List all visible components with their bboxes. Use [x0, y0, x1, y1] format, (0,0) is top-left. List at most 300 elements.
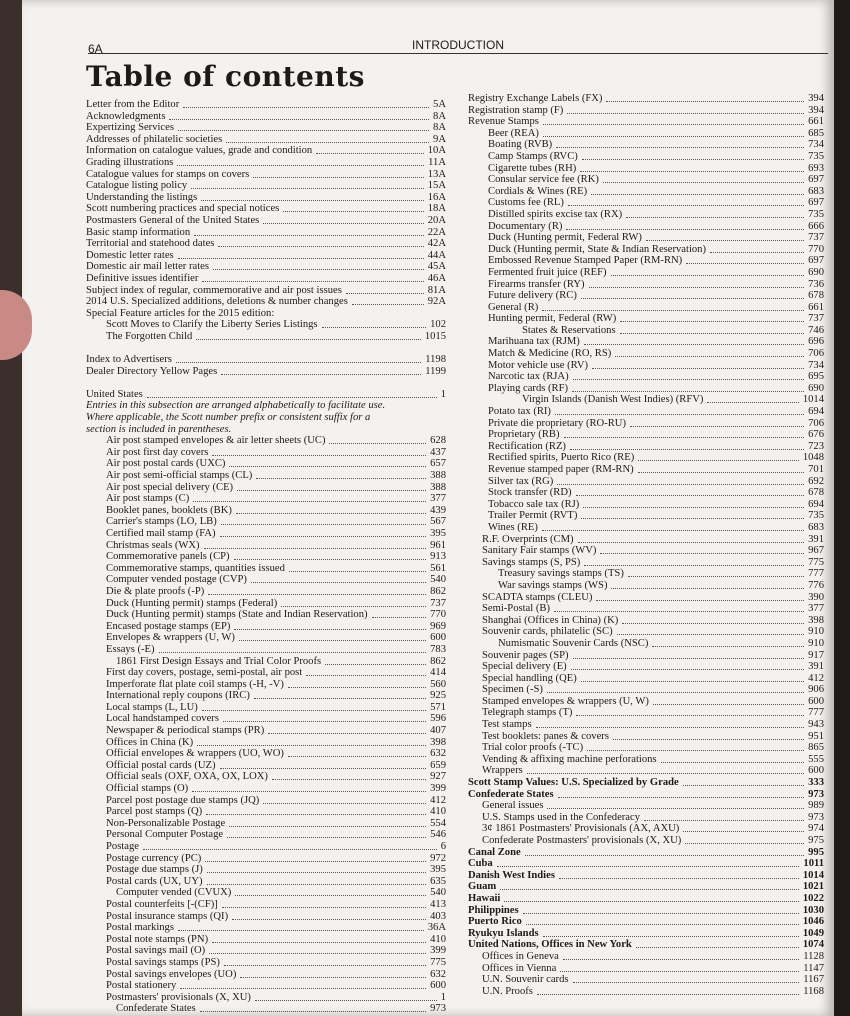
- toc-entry-page: 706: [808, 417, 824, 429]
- toc-entry: [86, 180, 446, 192]
- dot-leader: [288, 679, 426, 688]
- toc-entry-page: 20A: [427, 214, 446, 226]
- dot-leader: [218, 238, 423, 247]
- toc-entry: [468, 592, 824, 604]
- toc-entry: [86, 250, 446, 262]
- toc-entry-label: Hunting permit, Federal (RW): [488, 313, 617, 325]
- dot-leader: [306, 667, 426, 676]
- toc-entry-label: Postage due stamps (J): [106, 864, 203, 876]
- toc-entry-page: 377: [430, 493, 446, 505]
- toc-entry-page: 776: [808, 579, 824, 591]
- toc-entry: [468, 197, 824, 209]
- toc-entry-label: Certified mail stamp (FA): [106, 527, 216, 539]
- toc-entry-page: 546: [430, 829, 446, 841]
- toc-entry-page: 1168: [803, 985, 824, 997]
- toc-entry-label: Beer (REA): [488, 127, 539, 139]
- toc-entry: [86, 911, 446, 923]
- toc-entry: [86, 308, 446, 320]
- toc-entry: [468, 974, 824, 986]
- toc-entry-label: Computer vended postage (CVP): [106, 574, 247, 586]
- toc-entry-page: 102: [430, 319, 446, 331]
- toc-entry: [468, 105, 824, 117]
- toc-entry: [468, 650, 824, 662]
- toc-entry-label: General issues: [482, 800, 544, 812]
- toc-entry-label: War savings stamps (WS): [498, 579, 608, 591]
- toc-entry-label: section is included in parentheses.: [86, 423, 232, 435]
- toc-entry-label: Vending & affixing machine perforations: [482, 753, 657, 765]
- toc-entry-label: Cordials & Wines (RE): [488, 185, 588, 197]
- toc-entry-label: Cigarette tubes (RH): [488, 162, 577, 174]
- toc-entry-label: Carrier's stamps (LO, LB): [106, 516, 217, 528]
- toc-entry-label: Postal markings: [106, 922, 174, 934]
- toc-entry: [86, 111, 446, 123]
- toc-entry-label: Confederate Postmasters' provisionals (X, XU): [482, 835, 682, 846]
- toc-entry-label: Grading illustrations: [86, 156, 174, 168]
- toc-entry-page: 600: [808, 695, 824, 707]
- toc-entry-label: Parcel post stamps (Q): [106, 806, 203, 818]
- toc-entry-label: Semi-Postal (B): [482, 603, 550, 615]
- toc-entry-label: Air post stamps (C): [106, 493, 190, 505]
- toc-entry-label: Telegraph stamps (T): [482, 707, 573, 719]
- toc-entry-label: Souvenir cards, philatelic (SC): [482, 626, 613, 638]
- toc-entry-page: 1022: [802, 892, 824, 904]
- toc-entry: [86, 586, 446, 598]
- toc-entry: [86, 690, 446, 702]
- dot-leader: [204, 540, 427, 549]
- toc-entry-label: Encased postage stamps (EP): [106, 620, 231, 632]
- toc-entry: [468, 557, 824, 569]
- toc-entry-page: 737: [430, 597, 446, 609]
- toc-entry-label: Wrappers: [482, 765, 523, 777]
- toc-entry: [468, 823, 824, 835]
- dot-leader: [255, 992, 437, 1001]
- toc-entry-label: Test stamps: [482, 719, 532, 731]
- dot-leader: [636, 939, 799, 948]
- toc-entry: [86, 273, 446, 285]
- dot-leader: [263, 795, 426, 804]
- toc-entry-page: 696: [808, 336, 824, 348]
- toc-entry-page: 44A: [427, 249, 446, 261]
- toc-entry: [86, 192, 446, 204]
- toc-entry-label: Local stamps (L, LU): [106, 701, 198, 713]
- toc-entry-label: Die & plate proofs (-P): [106, 585, 205, 597]
- toc-entry-page: 974: [808, 823, 824, 835]
- toc-entry-page: 735: [808, 150, 824, 162]
- toc-entry-label: Entries in this subsection are arranged alphabetically to facilitate use.: [86, 400, 386, 412]
- toc-entry-label: U.N. Proofs: [482, 985, 533, 997]
- dot-leader: [197, 737, 426, 746]
- toc-entry-page: 770: [808, 243, 824, 255]
- dot-leader: [543, 128, 804, 137]
- toc-entry-page: 571: [430, 701, 446, 713]
- toc-entry-label: General (R): [488, 301, 539, 313]
- toc-entry-page: 1: [440, 991, 446, 1003]
- toc-entry: [468, 696, 824, 708]
- dot-leader: [638, 464, 804, 473]
- toc-entry-label: Revenue Stamps: [468, 116, 539, 128]
- dot-leader: [224, 957, 426, 966]
- toc-entry-label: Official postal cards (UZ): [106, 759, 216, 771]
- dot-leader: [526, 916, 799, 925]
- dot-leader: [159, 644, 427, 653]
- running-header: [88, 38, 828, 54]
- toc-entry-label: Special handling (QE): [482, 672, 577, 684]
- page-edge: [834, 0, 850, 1016]
- dot-leader: [592, 360, 804, 369]
- dot-leader: [582, 151, 804, 160]
- dot-leader: [208, 586, 426, 595]
- toc-entry: [468, 881, 824, 893]
- toc-entry: [468, 360, 824, 372]
- toc-entry-label: Booklet panes, booklets (BK): [106, 504, 232, 516]
- dot-leader: [611, 267, 805, 276]
- toc-entry-page: 659: [430, 759, 446, 771]
- toc-entry-label: U.S. Stamps used in the Confederacy: [482, 811, 640, 823]
- toc-entry-page: 735: [808, 510, 824, 522]
- toc-entry: [468, 615, 824, 627]
- toc-entry-page: 6: [440, 841, 446, 852]
- toc-entry-page: 403: [430, 910, 446, 922]
- dot-leader: [178, 122, 429, 131]
- dot-leader: [196, 331, 420, 340]
- toc-entry-label: Virgin Islands (Danish West Indies) (RFV): [522, 394, 704, 406]
- toc-entry-label: Camp Stamps (RVC): [488, 150, 578, 162]
- toc-entry: [468, 325, 824, 337]
- toc-entry: [468, 441, 824, 453]
- toc-entry: [86, 760, 446, 772]
- toc-entry: [468, 534, 824, 546]
- toc-entry-page: 995: [808, 846, 824, 858]
- toc-entry: [86, 702, 446, 714]
- toc-entry-page: 690: [808, 382, 824, 394]
- toc-entry-label: Specimen (-S): [482, 684, 543, 696]
- toc-entry-page: 394: [808, 93, 824, 104]
- toc-entry-label: Proprietary (RB): [488, 429, 560, 441]
- toc-entry-label: Revenue stamped paper (RM-RN): [488, 464, 634, 475]
- toc-entry: [468, 163, 824, 175]
- toc-entry: [468, 545, 824, 557]
- toc-entry-page: 973: [808, 811, 824, 823]
- dot-leader: [536, 719, 805, 728]
- toc-entry: [86, 319, 446, 331]
- toc-entry-page: 697: [808, 197, 824, 209]
- dot-leader: [221, 366, 421, 375]
- dot-leader: [500, 881, 799, 890]
- dot-leader: [630, 418, 804, 427]
- toc-entry-label: Commemorative panels (CP): [106, 551, 230, 563]
- dot-leader: [253, 169, 423, 178]
- toc-entry-page: 1014: [802, 394, 824, 406]
- dot-leader: [661, 754, 805, 763]
- toc-entry-page: 734: [808, 139, 824, 151]
- toc-entry-label: Letter from the Editor: [86, 99, 180, 110]
- dot-leader: [229, 458, 426, 467]
- toc-entry-label: Match & Medicine (RO, RS): [488, 348, 612, 360]
- toc-entry-page: 770: [430, 609, 446, 621]
- toc-entry-label: Wines (RE): [488, 521, 538, 533]
- toc-entry-page: 81A: [427, 284, 446, 296]
- toc-entry-page: 657: [430, 458, 446, 470]
- dot-leader: [644, 812, 804, 821]
- toc-entry-page: 596: [430, 713, 446, 725]
- dot-leader: [177, 157, 424, 166]
- toc-entry: [468, 279, 824, 291]
- toc-entry-label: Local handstamped covers: [106, 713, 219, 725]
- toc-entry-label: Special Feature articles for the 2015 edition:: [86, 307, 275, 319]
- toc-entry: [86, 505, 446, 517]
- dot-leader: [558, 789, 805, 798]
- toc-entry: [468, 905, 824, 917]
- toc-entry-label: Air post first day covers: [106, 446, 209, 458]
- toc-entry: [468, 522, 824, 534]
- toc-entry-label: Special delivery (E): [482, 661, 567, 673]
- dot-leader: [281, 598, 426, 607]
- dot-leader: [591, 186, 804, 195]
- toc-entry-page: [387, 400, 389, 412]
- toc-entry-page: 927: [430, 771, 446, 783]
- dot-leader: [523, 905, 799, 914]
- toc-entry-label: Computer vended (CVUX): [116, 887, 232, 899]
- dot-leader: [268, 725, 426, 734]
- dot-leader: [176, 354, 421, 363]
- dot-leader: [622, 615, 804, 624]
- toc-entry-page: 693: [808, 162, 824, 174]
- toc-entry-page: 906: [808, 684, 824, 696]
- toc-entry-label: Catalogue values for stamps on covers: [86, 168, 250, 180]
- toc-entry-page: 951: [808, 730, 824, 742]
- toc-entry-page: 697: [808, 174, 824, 186]
- toc-entry-label: Postal savings stamps (PS): [106, 956, 220, 968]
- dot-leader: [346, 285, 424, 294]
- toc-entry: [468, 835, 824, 847]
- toc-entry: [86, 412, 446, 424]
- dot-leader: [571, 661, 804, 670]
- toc-entry-label: Documentary (R): [488, 220, 563, 232]
- toc-entry-page: [372, 412, 374, 424]
- toc-entry-page: 13A: [427, 168, 446, 180]
- toc-entry: [468, 951, 824, 963]
- toc-entry: [468, 731, 824, 743]
- toc-entry: [86, 574, 446, 586]
- toc-entry-page: 18A: [427, 203, 446, 215]
- toc-entry: [468, 603, 824, 615]
- toc-entry-page: 777: [808, 568, 824, 580]
- toc-entry-label: Domestic letter rates: [86, 249, 174, 261]
- toc-entry-label: Parcel post postage due stamps (JQ): [106, 794, 260, 806]
- toc-entry-page: 1198: [425, 354, 446, 366]
- toc-entry: [468, 858, 824, 870]
- toc-entry-page: 22A: [427, 226, 446, 238]
- toc-entry-page: 635: [430, 875, 446, 887]
- toc-entry-page: 632: [430, 968, 446, 980]
- toc-entry-page: 600: [430, 980, 446, 992]
- dot-leader: [611, 580, 804, 589]
- dot-leader: [178, 250, 424, 259]
- toc-entry-label: Test booklets: panes & covers: [482, 730, 609, 742]
- toc-entry: [86, 806, 446, 818]
- toc-entry: [468, 290, 824, 302]
- toc-entry: [468, 777, 824, 789]
- toc-entry: [86, 122, 446, 134]
- toc-entry-page: 560: [430, 678, 446, 690]
- toc-entry-label: Narcotic tax (RJA): [488, 371, 569, 383]
- toc-entry-label: Guam: [468, 881, 497, 893]
- toc-entry-page: 678: [808, 487, 824, 499]
- toc-entry-label: Postmasters General of the United States: [86, 214, 260, 226]
- toc-entry-label: Trial color proofs (-TC): [482, 742, 584, 754]
- toc-entry-label: Duck (Hunting permit) stamps (Federal): [106, 597, 278, 609]
- dot-leader: [235, 887, 426, 896]
- toc-entry-label: Official envelopes & wrappers (UO, WO): [106, 748, 284, 760]
- dot-leader: [584, 557, 804, 566]
- toc-entry-label: Numismatic Souvenir Cards (NSC): [498, 637, 649, 649]
- toc-entry: [468, 267, 824, 279]
- toc-entry: [86, 887, 446, 899]
- toc-entry-page: 388: [430, 470, 446, 481]
- toc-entry-page: 1199: [425, 365, 446, 377]
- toc-entry: [86, 632, 446, 644]
- toc-entry-page: 734: [808, 359, 824, 371]
- dot-leader: [547, 684, 804, 693]
- toc-entry: [86, 331, 446, 343]
- toc-entry-label: Distilled spirits excise tax (RX): [488, 208, 623, 220]
- toc-entry-page: 15A: [427, 180, 446, 192]
- dot-leader: [606, 93, 804, 102]
- toc-entry-label: Shanghai (Offices in China) (K): [482, 614, 619, 626]
- toc-entry: [86, 876, 446, 888]
- toc-entry-label: Trailer Permit (RVT): [488, 510, 578, 522]
- dot-leader: [322, 319, 427, 328]
- toc-entry: [468, 116, 824, 128]
- dot-leader: [180, 980, 426, 989]
- dot-leader: [542, 302, 804, 311]
- toc-entry-page: 414: [430, 667, 446, 679]
- dot-leader: [213, 261, 424, 270]
- toc-entry-label: The Forgotten Child: [106, 330, 193, 342]
- toc-entry: [86, 389, 446, 401]
- toc-entry-label: Acknowledgments: [86, 110, 166, 122]
- toc-entry-label: Philippines: [468, 904, 519, 916]
- toc-entry-label: Commemorative stamps, quantities issued: [106, 562, 285, 574]
- toc-entry-page: 407: [430, 725, 446, 737]
- toc-entry-page: 676: [808, 429, 824, 441]
- toc-entry-page: 1074: [802, 939, 824, 951]
- toc-entry: [468, 476, 824, 488]
- toc-entry-page: 8A: [433, 110, 446, 122]
- dot-leader: [683, 777, 804, 786]
- toc-entry-page: 683: [808, 521, 824, 533]
- dot-leader: [646, 232, 804, 241]
- toc-left-column: [86, 99, 446, 1015]
- toc-entry-label: Personal Computer Postage: [106, 829, 224, 841]
- toc-entry-page: 9A: [433, 133, 446, 145]
- toc-entry: [86, 737, 446, 749]
- toc-entry-label: Registry Exchange Labels (FX): [468, 93, 603, 104]
- toc-entry-label: Postage currency (PC): [106, 852, 202, 864]
- dot-leader: [617, 626, 804, 635]
- toc-entry-page: 554: [430, 817, 446, 829]
- dot-leader: [707, 394, 798, 403]
- dot-leader: [559, 870, 799, 879]
- toc-entry-label: United Nations, Offices in New York: [468, 939, 632, 951]
- dot-leader: [240, 969, 426, 978]
- dot-leader: [143, 841, 437, 850]
- toc-entry-page: 1167: [803, 974, 824, 986]
- toc-entry-page: 697: [808, 255, 824, 267]
- toc-entry-page: 972: [430, 852, 446, 864]
- dot-leader: [652, 638, 804, 647]
- dot-leader: [563, 951, 799, 960]
- toc-entry-page: 395: [430, 527, 446, 539]
- toc-entry: [468, 336, 824, 348]
- dot-leader: [626, 209, 804, 218]
- toc-entry: [468, 789, 824, 801]
- dot-leader: [352, 296, 424, 305]
- dot-leader: [710, 244, 804, 253]
- toc-entry-page: 1049: [802, 927, 824, 939]
- toc-entry-label: Scott Stamp Values: U.S. Specialized by Grade: [468, 777, 679, 789]
- toc-entry-label: Offices in China (K): [106, 736, 194, 748]
- dot-leader: [234, 551, 427, 560]
- toc-entry: [86, 667, 446, 679]
- toc-entry: [468, 986, 824, 998]
- dot-leader: [193, 493, 426, 502]
- dot-leader: [192, 783, 426, 792]
- toc-entry-page: 540: [430, 574, 446, 586]
- toc-entry-label: Dealer Directory Yellow Pages: [86, 365, 218, 377]
- page-number: 6A: [88, 42, 103, 56]
- toc-entry-label: Definitive issues identifier: [86, 272, 199, 284]
- toc-entry-page: 706: [808, 348, 824, 360]
- toc-entry-page: 910: [808, 626, 824, 638]
- toc-entry: [86, 516, 446, 528]
- toc-entry-label: Stock transfer (RD): [488, 487, 572, 499]
- toc-entry-page: 746: [808, 324, 824, 336]
- toc-entry-label: Danish West Indies: [468, 869, 555, 881]
- toc-entry: [86, 957, 446, 969]
- toc-entry-page: 391: [808, 661, 824, 673]
- toc-entry-page: 973: [430, 1003, 446, 1015]
- toc-entry: [86, 841, 446, 853]
- toc-entry-label: Territorial and statehood dates: [86, 238, 215, 250]
- toc-entry-label: United States: [86, 388, 143, 400]
- toc-entry-label: R.F. Overprints (CM): [482, 533, 574, 545]
- toc-entry-label: Postal note stamps (PN): [106, 933, 209, 945]
- toc-entry-label: Essays (-E): [106, 643, 155, 655]
- toc-entry-label: Scott numbering practices and special notices: [86, 203, 280, 215]
- toc-entry-page: 1014: [802, 869, 824, 881]
- toc-entry: [468, 673, 824, 685]
- toc-entry-page: 661: [808, 301, 824, 313]
- toc-entry: [468, 661, 824, 673]
- toc-entry: [86, 992, 446, 1004]
- dot-leader: [557, 476, 804, 485]
- dot-leader: [556, 139, 804, 148]
- toc-entry-page: 683: [808, 185, 824, 197]
- toc-entry-page: 969: [430, 620, 446, 632]
- toc-entry: [468, 870, 824, 882]
- toc-entry: [468, 568, 824, 580]
- toc-entry: [468, 302, 824, 314]
- page-title: Table of contents: [86, 60, 365, 93]
- toc-entry: [468, 93, 824, 105]
- dot-leader: [221, 516, 426, 525]
- toc-entry-page: 737: [808, 313, 824, 325]
- dot-leader: [504, 893, 798, 902]
- dot-leader: [573, 974, 800, 983]
- toc-entry-page: [233, 424, 235, 436]
- toc-entry-page: 390: [808, 591, 824, 603]
